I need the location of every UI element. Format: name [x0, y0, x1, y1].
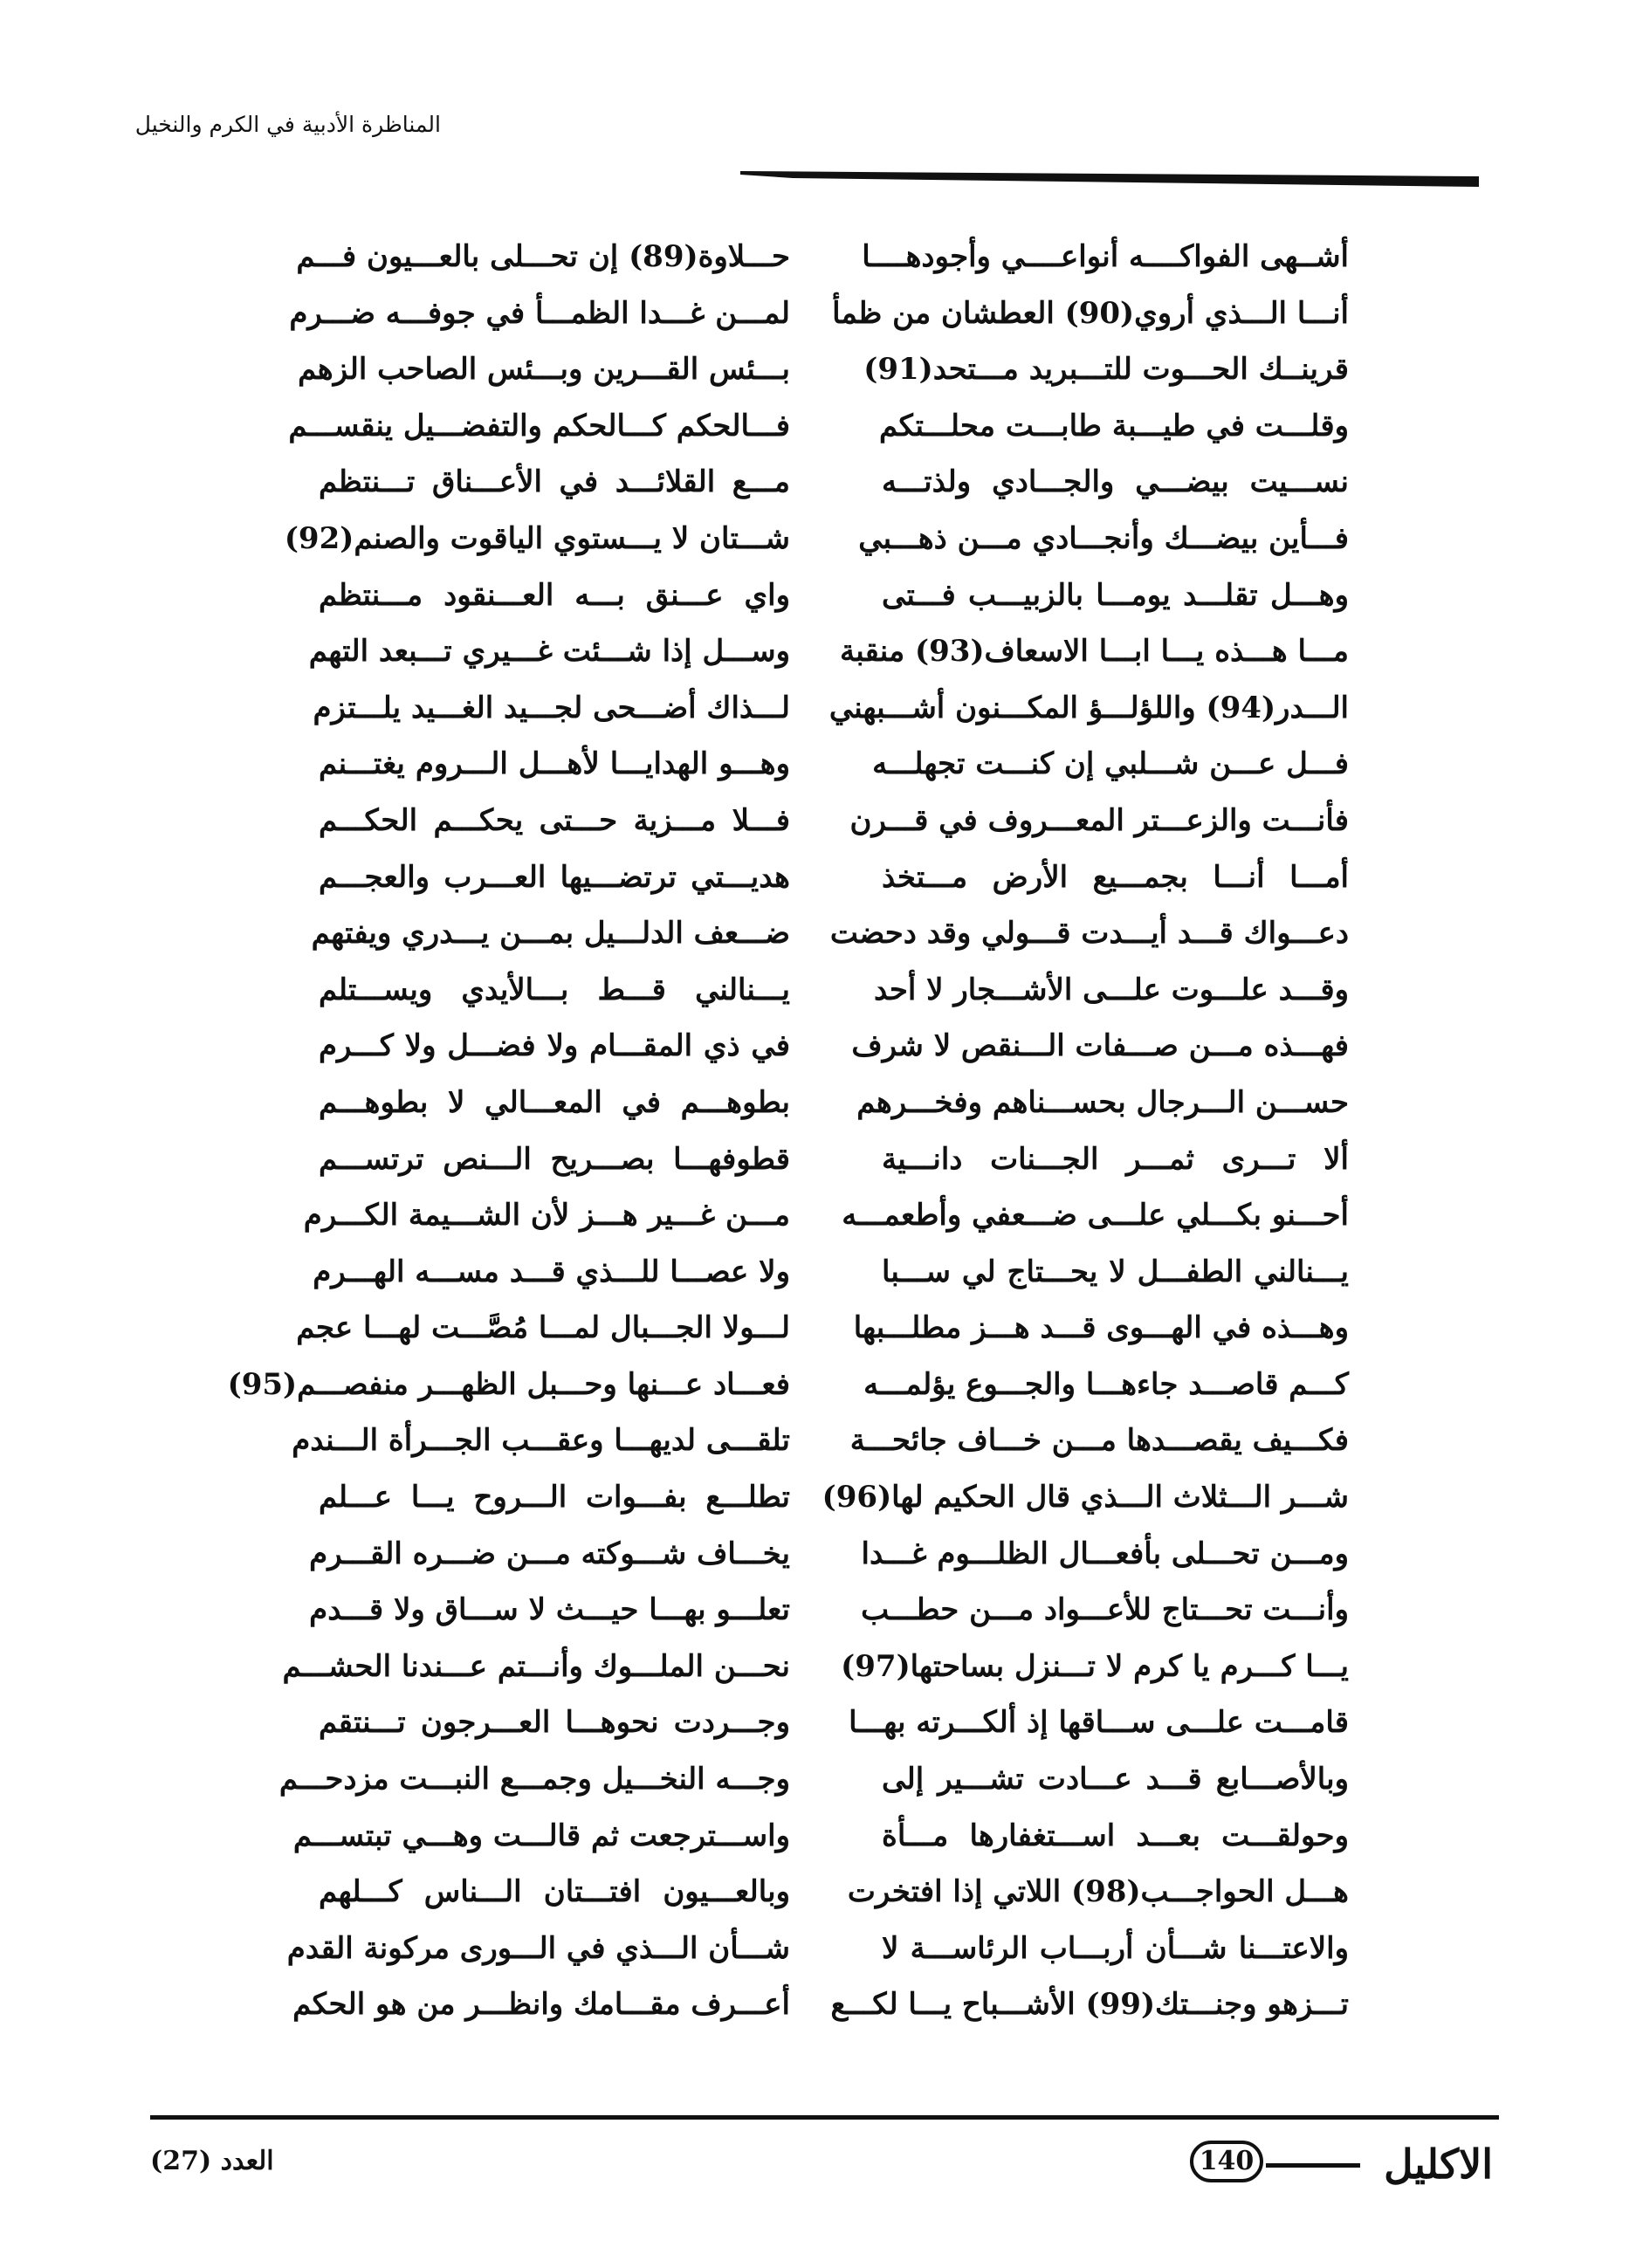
verse-line: ضـــعف الدلـــيل بمـــن يـــدري ويفتهم	[311, 916, 790, 952]
verse-line: فـــل عـــن شـــلبي إن كنـــت تجهلـــه	[872, 746, 1349, 782]
verse-line: وحولقـــت بعـــد اســـتغفارها مـــأة	[882, 1818, 1349, 1853]
verse-line: حســـن الـــرجال بحســـناهم وفخـــرهم	[856, 1084, 1349, 1120]
issue-label: العدد (27)	[150, 2146, 274, 2176]
verse-line: فهـــذه مـــن صـــفات الـــنقص لا شرف	[851, 1028, 1349, 1064]
verse-line: شـــر الـــثلاث الـــذي قال الحكيم لها(96)	[822, 1480, 1349, 1515]
verse-line: تلقـــى لديهـــا وعقـــب الجـــرأة الـــندم	[292, 1423, 790, 1459]
verse-line: وقـــد علـــوت علـــى الأشـــجار لا أحد	[874, 972, 1349, 1007]
verse-line: شـــتان لا يـــستوي الياقوت والصنم(92)	[284, 520, 790, 556]
verse-line: بطوهـــم في المعـــالي لا بطوهـــم	[319, 1084, 790, 1120]
verse-line: قطوفهـــا بصـــريح الـــنص ترتســـم	[319, 1141, 790, 1177]
verse-line: بـــئس القـــرين وبـــئس الصاحب الزهم	[298, 352, 790, 388]
verse-line: ألا تـــرى ثمـــر الجـــنات دانـــية	[882, 1141, 1349, 1177]
verse-line: لمـــن غـــدا الظمـــأ في جوفـــه ضـــرم	[289, 295, 790, 331]
verse-line: مـــا هـــذه يـــا ابـــا الاسعاف(93) منقبة	[840, 634, 1349, 670]
verse-line: والاعتـــنا شـــأن أربـــاب الرئاســـة لا	[882, 1930, 1349, 1966]
verse-line: وهـــل تقلـــد يومـــا بالزبيـــب فـــتى	[882, 577, 1349, 613]
verse-line: أعـــرف مقـــامك وانظـــر من هو الحكم	[292, 1987, 790, 2023]
verse-line: وبالأصـــابع قـــد عـــادت تشـــير إلى	[882, 1762, 1349, 1797]
page-number: 140	[1190, 2141, 1263, 2182]
verse-line: يـــنالني قـــط بـــالأيدي ويســـتلم	[319, 972, 790, 1007]
verse-line: مـــع القلائـــد في الأعـــناق تـــنتظم	[319, 464, 790, 500]
verse-line: تعلـــو بهـــا حيـــث لا ســـاق ولا قـــدم	[309, 1592, 790, 1628]
verse-line: أمـــا أنـــا بجمـــيع الأرض مـــتخذ	[882, 859, 1349, 895]
verse-line: شـــأن الـــذي في الـــورى مركونة القدم	[286, 1930, 790, 1966]
verse-line: قرينــك الحـــوت للتـــبريد مـــتحد(91)	[863, 352, 1349, 388]
verse-line: الـــدر(94) واللؤلـــؤ المكـــنون أشـــبهني	[828, 690, 1349, 725]
running-title: المناظرة الأدبية في الكرم والنخيل	[134, 112, 441, 137]
verse-line: هـــل الحواجـــب(98) اللاتي إذا افتخرت	[847, 1874, 1349, 1910]
verse-line: أحـــنو بكـــلي علـــى ضـــعفي وأطعمـــه	[842, 1198, 1349, 1234]
verse-line: وهـــذه في الهـــوى قـــد هـــز مطلـــبها	[853, 1310, 1349, 1346]
verse-line: كـــم قاصـــد جاءهـــا والجـــوع يؤلمـــه	[863, 1366, 1349, 1402]
verse-line: أنـــا الـــذي أروي(90) العطشان من ظمأ	[832, 295, 1349, 331]
footer-rule	[1266, 2163, 1360, 2168]
left-column	[227, 229, 790, 2033]
verse-line: دعـــواك قـــد أيـــدت قـــولي وقد دحضت	[829, 916, 1349, 952]
verse-line: مـــن غـــير هـــز لأن الشـــيمة الكـــرم	[303, 1198, 790, 1234]
right-column	[822, 229, 1349, 2033]
page-footer	[0, 2141, 1650, 2193]
verse-line: فكـــيف يقصـــدها مـــن خـــاف جائحـــة	[849, 1423, 1349, 1459]
verse-line: وجـــه النخـــيل وجمـــع النبـــت مزدحـــم	[278, 1762, 790, 1797]
verse-line: في ذي المقـــام ولا فضـــل ولا كـــرم	[319, 1028, 790, 1064]
verse-line: يـــا كـــرم يا كرم لا تـــنزل بساحتها(97)	[841, 1648, 1349, 1684]
verse-line: يـــنالني الطفـــل لا يحـــتاج لي ســـبا	[882, 1254, 1349, 1289]
verse-line: وبالعـــيون افتـــتان الـــناس كـــلهم	[319, 1874, 790, 1910]
verse-line: نحـــن الملـــوك وأنـــتم عـــندنا الحشـــم	[282, 1648, 790, 1684]
verse-line: لـــذاك أضـــحى لجـــيد الغـــيد يلـــتزم	[313, 690, 790, 725]
verse-line: واســـترجعت ثم قالـــت وهـــي تبتســـم	[292, 1818, 790, 1853]
verse-line: فعـــاد عـــنها وحـــبل الظهـــر منفصـــم(95)	[227, 1366, 790, 1402]
verse-line: لـــولا الجـــبال لمـــا مُصَّـــت لهـــا عجم	[296, 1310, 790, 1346]
verse-line: وهـــو الهدايـــا لأهـــل الـــروم يغتـــنم	[319, 746, 790, 782]
verse-line: فأنـــت والزعـــتر المعـــروف في قـــرن	[849, 802, 1349, 838]
verse-line: واي عـــنق بـــه العـــنقود مـــنتظم	[319, 577, 790, 613]
verse-line: هديـــتي ترتضـــيها العـــرب والعجـــم	[319, 859, 790, 895]
verse-line: وقلـــت في طيـــبة طابـــت محلـــتكم	[879, 408, 1349, 443]
verse-line: يخـــاف شـــوكته مـــن ضـــره القـــرم	[309, 1536, 790, 1571]
verse-line: حـــلاوة(89) إن تحـــلى بالعـــيون فـــم	[296, 239, 790, 274]
verse-line: فـــلا مـــزية حـــتى يحكـــم الحكـــم	[319, 802, 790, 838]
verse-line: تطلـــع بفـــوات الـــروح يـــا عـــلم	[319, 1480, 790, 1515]
verse-line: وجـــردت نحوهـــا العـــرجون تـــنتقم	[319, 1705, 790, 1741]
journal-logo: الاكليل	[1384, 2141, 1493, 2188]
verse-line: نســـيت بيضـــي والجـــادي ولذتـــه	[882, 464, 1349, 500]
bottom-rule	[150, 2115, 1499, 2120]
verse-line: فـــالحكم كـــالحكم والتفضـــيل ينقســـم	[288, 408, 790, 443]
verse-line: ومـــن تحـــلى بأفعـــال الظلـــوم غـــدا	[861, 1536, 1349, 1571]
top-rule	[740, 166, 1479, 187]
verse-line: قامـــت علـــى ســـاقها إذ ألكـــرته بهـــا	[849, 1705, 1349, 1741]
verse-line: وأنـــت تحـــتاج للأعـــواد مـــن حطـــب	[861, 1592, 1349, 1628]
verse-line: فـــأين بيضـــك وأنجـــادي مـــن ذهـــبي	[858, 520, 1349, 556]
verse-line: تـــزهو وجنـــتك(99) الأشـــباح يـــا لكـــع	[830, 1987, 1349, 2023]
verse-line: أشــهى الفواكــــه أنواعــــي وأجودهــــا	[862, 239, 1349, 274]
verse-line: ولا عصـــا للـــذي قـــد مســـه الهـــرم	[313, 1254, 790, 1289]
verse-line: وســـل إذا شـــئت غـــيري تـــبعد التهم	[308, 634, 790, 670]
